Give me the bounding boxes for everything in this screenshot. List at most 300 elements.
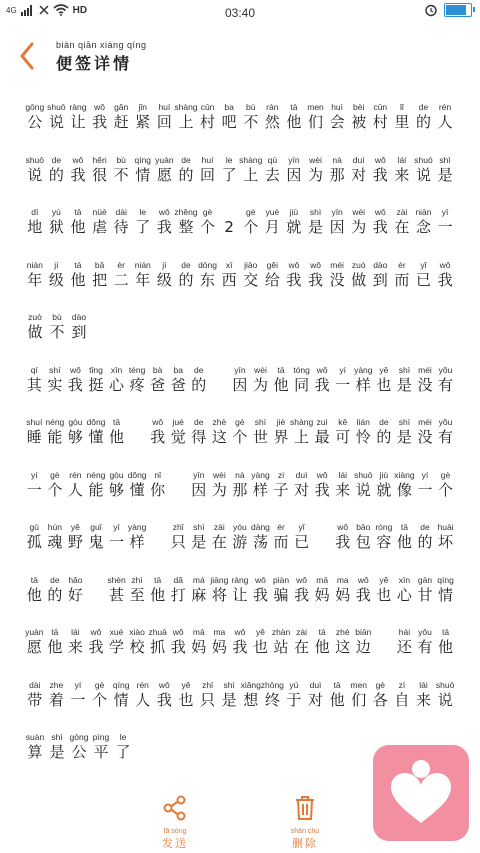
character-hanzi: 我 (314, 375, 330, 394)
note-character (67, 260, 89, 313)
character-hanzi: 不 (49, 323, 65, 341)
note-line (24, 575, 464, 628)
note-character (46, 155, 68, 208)
character-hanzi: 站 (273, 638, 289, 656)
note-character (209, 365, 230, 418)
note-line (24, 470, 464, 523)
character-pinyin: wǒ (374, 207, 386, 217)
character-hanzi: 的 (191, 375, 207, 394)
character-pinyin: nǐ (154, 469, 161, 480)
character-hanzi: 妈 (191, 638, 207, 656)
character-pinyin: duì (352, 154, 365, 165)
character-pinyin: yuàn (25, 627, 44, 637)
note-character (46, 312, 68, 365)
character-hanzi: 他 (438, 638, 454, 656)
note-character (434, 680, 456, 733)
character-hanzi: 妈 (335, 585, 351, 604)
character-hanzi: 有 (417, 638, 433, 656)
character-pinyin: shì (309, 207, 322, 217)
character-pinyin: dài (29, 679, 41, 690)
note-character (24, 522, 45, 575)
character-pinyin: tā (51, 627, 59, 637)
character-hanzi: 麻 (191, 585, 207, 604)
character-hanzi: 人 (437, 113, 453, 131)
note-character (189, 627, 210, 680)
character-hanzi: 把 (92, 270, 108, 289)
note-character (189, 522, 210, 575)
character-pinyin: de (379, 417, 389, 427)
character-hanzi: 了 (135, 218, 151, 236)
note-line (24, 260, 464, 313)
character-hanzi: 那 (329, 165, 345, 184)
character-hanzi: 我 (314, 480, 330, 499)
note-character (209, 470, 230, 523)
character-pinyin: shuō (435, 679, 455, 690)
character-hanzi: 他 (70, 218, 86, 236)
note-character (374, 365, 395, 418)
character-pinyin: wǒ (172, 627, 184, 637)
character-hanzi: 他 (286, 113, 302, 131)
character-pinyin: zhǐ (172, 522, 184, 532)
character-pinyin: hún (47, 522, 62, 532)
character-hanzi: 不 (243, 113, 259, 131)
character-hanzi: 没 (417, 428, 433, 446)
hd-badge: HD (72, 4, 88, 16)
note-character (391, 102, 413, 155)
note-character (154, 207, 176, 260)
character-pinyin: zhǐ (202, 679, 213, 690)
character-hanzi: 我 (308, 270, 324, 289)
character-pinyin: tā (441, 627, 450, 637)
character-hanzi: 甘 (417, 585, 433, 604)
note-character (262, 260, 284, 313)
character-pinyin: tā (318, 627, 326, 637)
note-character (435, 575, 456, 628)
note-character (283, 102, 305, 155)
note-character (250, 522, 271, 575)
status-right (424, 3, 472, 17)
note-character (271, 522, 292, 575)
character-hanzi: 我 (372, 165, 388, 184)
character-pinyin: bǎ (94, 259, 105, 270)
note-character (332, 522, 353, 575)
character-hanzi: 够 (109, 480, 125, 499)
note-character (435, 470, 456, 523)
note-character (175, 680, 197, 733)
character-pinyin: de (181, 154, 191, 165)
network-label: 4G (6, 5, 17, 15)
character-pinyin: ma (336, 574, 349, 585)
character-hanzi: 说 (355, 480, 371, 499)
note-character (374, 575, 395, 628)
note-character (132, 155, 154, 208)
note-character (86, 575, 107, 628)
note-character (283, 260, 305, 313)
note-character (240, 155, 262, 208)
delete-pinyin: shān chú (290, 828, 320, 835)
note-character (175, 155, 197, 208)
character-pinyin: nüè (92, 207, 107, 217)
character-hanzi: 人 (67, 480, 83, 499)
note-character (168, 522, 189, 575)
note-line (24, 522, 464, 575)
note-character (175, 102, 197, 155)
character-hanzi: 的 (47, 585, 63, 604)
character-hanzi: 就 (286, 218, 302, 236)
note-character (68, 732, 90, 785)
note-character (65, 365, 86, 418)
character-pinyin: néng (86, 469, 106, 480)
character-hanzi: 为 (351, 218, 367, 236)
character-hanzi: 情 (438, 585, 454, 604)
character-hanzi: 心 (396, 585, 412, 604)
note-character (332, 470, 353, 523)
note-character (110, 207, 132, 260)
note-character (435, 627, 456, 680)
note-character (147, 470, 168, 523)
character-pinyin: de (50, 574, 60, 585)
character-hanzi: 到 (372, 270, 388, 289)
character-hanzi: 至 (129, 585, 145, 604)
note-character (45, 417, 66, 470)
note-character (127, 575, 148, 628)
note-character (24, 680, 46, 733)
chevron-left-icon (14, 40, 42, 72)
character-pinyin: huí (158, 102, 171, 112)
note-character (434, 155, 456, 208)
character-pinyin: shàng (239, 154, 263, 165)
note-character (291, 627, 312, 680)
character-hanzi: 带 (27, 690, 43, 709)
note-character (112, 732, 134, 785)
note-character (305, 155, 327, 208)
note-character (90, 732, 112, 785)
character-hanzi: 爸 (150, 375, 166, 394)
note-character (250, 627, 271, 680)
character-hanzi: 已 (294, 533, 310, 551)
character-pinyin: kě (338, 417, 348, 427)
page-title-group (56, 40, 147, 74)
character-hanzi: 也 (178, 690, 194, 709)
character-hanzi: 世 (252, 428, 268, 446)
character-hanzi: 村 (200, 113, 216, 131)
character-hanzi: 人 (135, 690, 151, 709)
note-character (283, 155, 305, 208)
character-pinyin: méi (418, 417, 432, 427)
character-pinyin: gǎn (114, 102, 129, 112)
note-character (374, 627, 395, 680)
character-pinyin: shì (223, 679, 235, 690)
character-hanzi: 回 (200, 165, 216, 184)
character-hanzi: 说 (437, 690, 453, 709)
character-hanzi: 睡 (26, 428, 42, 446)
character-pinyin: shuí (26, 417, 43, 427)
note-character (218, 102, 240, 155)
note-content (24, 102, 464, 785)
character-pinyin: tǐng (89, 364, 103, 375)
character-pinyin: nián (26, 259, 43, 270)
character-pinyin: gòu (68, 417, 83, 427)
character-hanzi: 的 (48, 165, 64, 184)
character-pinyin: qíng (134, 154, 152, 165)
note-character (65, 627, 86, 680)
character-pinyin: shàng (174, 102, 198, 112)
note-character (434, 207, 456, 260)
character-pinyin: yuàn (155, 154, 174, 165)
note-character (370, 260, 392, 313)
character-pinyin: lái (71, 627, 80, 637)
character-hanzi: 在 (394, 218, 410, 236)
character-hanzi: 这 (211, 428, 227, 446)
character-hanzi: 了 (115, 743, 131, 761)
note-character (305, 102, 327, 155)
note-character (110, 155, 132, 208)
character-hanzi: 平 (93, 743, 109, 761)
character-hanzi: 到 (71, 323, 87, 341)
note-character (230, 365, 251, 418)
character-pinyin: zhuā (148, 627, 167, 637)
note-line (24, 365, 464, 418)
character-hanzi: 了 (221, 165, 237, 184)
alarm-icon (424, 3, 438, 17)
note-character (46, 207, 68, 260)
character-pinyin: zhè (212, 417, 227, 427)
note-character (45, 627, 66, 680)
note-character (370, 680, 392, 733)
note-character (46, 732, 68, 785)
note-character (271, 470, 292, 523)
character-hanzi: 年 (135, 270, 151, 289)
character-hanzi: 去 (264, 165, 280, 184)
character-hanzi: 我 (252, 585, 268, 604)
character-pinyin: yí (339, 364, 347, 375)
character-hanzi: 能 (88, 480, 104, 499)
character-pinyin: wǒ (158, 679, 170, 690)
character-pinyin: yīn (234, 364, 246, 375)
character-hanzi: 妈 (211, 638, 227, 656)
character-hanzi: 我 (170, 638, 186, 656)
character-pinyin: yě (70, 522, 80, 532)
character-pinyin: tā (154, 574, 162, 585)
character-hanzi: 最 (314, 428, 330, 446)
character-pinyin: rén (69, 469, 82, 480)
character-pinyin: wǒ (152, 417, 164, 427)
send-button[interactable] (145, 794, 205, 851)
character-hanzi: 来 (335, 480, 351, 499)
note-line (24, 102, 464, 155)
character-pinyin: gōng (69, 732, 89, 742)
character-hanzi: 交 (243, 270, 259, 289)
character-pinyin: yǐ (298, 522, 305, 532)
character-pinyin: yǒu (438, 364, 453, 375)
note-character (312, 417, 333, 470)
note-character (271, 365, 292, 418)
character-pinyin: dǒng (127, 469, 147, 480)
character-hanzi: 的 (178, 165, 194, 184)
character-pinyin: de (194, 417, 204, 427)
note-character (262, 207, 284, 260)
character-pinyin: shuō (414, 154, 433, 165)
note-character (230, 470, 251, 523)
note-character (65, 575, 86, 628)
note-character (271, 575, 292, 628)
character-pinyin: shì (439, 154, 451, 165)
character-hanzi: 有 (438, 428, 454, 446)
character-pinyin: ér (398, 259, 406, 270)
character-pinyin: hái (398, 627, 411, 637)
character-pinyin: men (350, 679, 367, 690)
character-hanzi: 待 (113, 218, 129, 236)
note-character (305, 260, 327, 313)
note-character (413, 207, 435, 260)
character-hanzi: 妈 (314, 585, 330, 604)
character-hanzi: 我 (286, 270, 302, 289)
character-hanzi: 也 (376, 375, 392, 394)
character-pinyin: le (225, 154, 233, 165)
character-hanzi: 是 (396, 375, 412, 394)
character-hanzi: 因 (191, 480, 207, 499)
character-pinyin: tā (277, 364, 285, 375)
character-hanzi: 骗 (273, 585, 289, 604)
character-hanzi: 是 (437, 165, 453, 184)
note-character (67, 102, 89, 155)
character-hanzi: 自 (394, 690, 410, 709)
note-character (147, 365, 168, 418)
character-hanzi: 的 (417, 533, 433, 551)
character-hanzi: 我 (156, 218, 172, 236)
note-character (283, 680, 305, 733)
character-hanzi: 实 (47, 375, 63, 394)
note-character (305, 680, 327, 733)
note-character (312, 365, 333, 418)
back-button[interactable] (14, 40, 42, 72)
character-pinyin: jué (172, 417, 184, 427)
floating-assistant-button[interactable] (373, 745, 469, 841)
note-character (435, 522, 456, 575)
note-character (110, 680, 132, 733)
note-character (332, 627, 353, 680)
character-pinyin: cūn (373, 102, 388, 112)
note-character (291, 470, 312, 523)
character-pinyin: gè (94, 679, 105, 690)
character-pinyin: lái (338, 469, 347, 480)
character-pinyin: bù (52, 312, 62, 322)
note-character (65, 417, 86, 470)
character-pinyin: jiè (276, 417, 286, 427)
character-pinyin: de (51, 154, 62, 165)
character-hanzi: 像 (396, 480, 412, 499)
note-character (262, 680, 284, 733)
character-hanzi: 已 (415, 270, 431, 289)
note-character (132, 102, 154, 155)
character-pinyin: yīn (193, 469, 205, 480)
character-pinyin: bèi (353, 102, 365, 112)
character-pinyin: men (307, 102, 324, 112)
note-character (374, 522, 395, 575)
character-hanzi: 想 (243, 690, 259, 709)
character-pinyin: wǒ (439, 259, 451, 270)
character-hanzi: 我 (294, 585, 310, 604)
character-pinyin: méi (330, 259, 344, 270)
note-character (394, 470, 415, 523)
character-hanzi: 公 (27, 113, 43, 131)
character-pinyin: shuō (354, 469, 373, 480)
note-character (413, 260, 435, 313)
character-pinyin: zhōng (260, 679, 284, 690)
note-line (24, 627, 464, 680)
note-character (218, 207, 240, 260)
character-pinyin: yīn (288, 154, 300, 165)
character-pinyin: zì (398, 679, 406, 690)
character-hanzi: 年 (27, 270, 43, 289)
note-character (65, 522, 86, 575)
character-hanzi: 子 (273, 480, 289, 499)
note-character (326, 207, 348, 260)
character-pinyin: gè (235, 417, 245, 427)
note-character (110, 102, 132, 155)
character-pinyin: bà (152, 364, 163, 375)
character-pinyin: wǒ (255, 574, 266, 585)
note-character (86, 365, 107, 418)
character-pinyin: zhì (131, 574, 143, 585)
note-character (24, 365, 45, 418)
character-hanzi: 我 (372, 218, 388, 236)
character-pinyin: lái (397, 154, 407, 165)
character-pinyin: mā (192, 627, 205, 637)
character-pinyin: yě (379, 364, 389, 375)
character-hanzi: 愿 (156, 165, 172, 184)
character-pinyin: dǎ (173, 574, 183, 585)
character-pinyin: yàng (127, 522, 147, 532)
character-pinyin: wǒ (316, 364, 328, 375)
note-character (24, 575, 45, 628)
character-hanzi: 狱 (48, 218, 64, 236)
character-hanzi: 同 (294, 375, 310, 394)
character-hanzi: 我 (437, 270, 453, 289)
character-hanzi: 样 (252, 480, 268, 499)
character-hanzi: 于 (286, 690, 302, 709)
character-hanzi: 打 (170, 585, 186, 604)
character-hanzi: 们 (351, 690, 367, 709)
note-character (24, 417, 45, 470)
character-pinyin: tā (74, 259, 82, 270)
character-pinyin: wǒ (90, 627, 102, 637)
delete-button[interactable] (275, 794, 335, 851)
note-character (434, 260, 456, 313)
note-character (394, 522, 415, 575)
note-character (415, 417, 436, 470)
character-hanzi: 说 (27, 165, 43, 184)
note-character (348, 155, 370, 208)
character-hanzi: 说 (415, 165, 431, 184)
note-character (106, 470, 127, 523)
character-hanzi: 而 (394, 270, 410, 289)
character-pinyin: rén (438, 102, 452, 112)
character-pinyin: nà (332, 154, 342, 165)
character-pinyin: zhe (49, 679, 64, 690)
character-hanzi: 校 (129, 638, 145, 656)
character-pinyin: huì (331, 102, 344, 112)
character-pinyin: shèn (107, 574, 126, 585)
character-pinyin: yí (421, 469, 429, 480)
battery-icon (444, 3, 472, 17)
character-hanzi: 没 (329, 270, 345, 289)
character-hanzi: 的 (178, 270, 194, 289)
character-hanzi: 紧 (135, 113, 151, 131)
character-pinyin: xiào (129, 627, 145, 637)
character-hanzi: 上 (243, 165, 259, 184)
character-pinyin: shàng (290, 417, 314, 427)
